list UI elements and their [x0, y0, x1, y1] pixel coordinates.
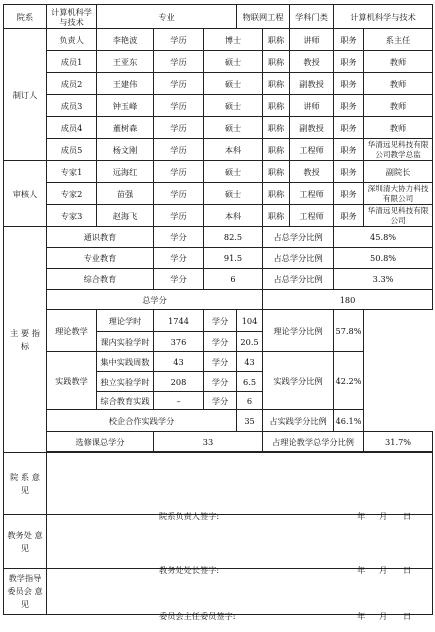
post-cell: 教师	[364, 73, 433, 95]
credit-label: 学分	[154, 227, 204, 248]
day-label: 日	[403, 611, 412, 621]
title-cell: 工程师	[290, 139, 334, 161]
name-cell: 杨文刚	[97, 139, 154, 161]
post-label: 职务	[334, 161, 364, 183]
title-label: 职称	[263, 139, 290, 161]
title-cell: 教授	[290, 161, 334, 183]
post-label: 职务	[334, 183, 364, 205]
role-cell: 专家3	[47, 205, 97, 227]
reviewers-group-label: 审核人	[4, 161, 47, 227]
edu-cell: 博士	[204, 29, 263, 51]
general-ratio: 45.8%	[334, 227, 433, 248]
ratio-label: 占总学分比例	[263, 227, 334, 248]
name-cell: 王建伟	[97, 73, 154, 95]
post-cell: 华清远见科技有限公司教学总监	[364, 139, 433, 161]
practice-label: 实践教学	[47, 352, 97, 410]
day-label: 日	[403, 565, 412, 575]
ratio-label: 占总学分比例	[263, 269, 334, 290]
post-cell: 华清远见科技有限公司	[364, 205, 433, 227]
name-cell: 苗强	[97, 183, 154, 205]
month-label: 月	[379, 511, 388, 521]
role-cell: 专家2	[47, 183, 97, 205]
theory-label: 理论教学	[47, 310, 97, 352]
maker-row	[4, 117, 433, 139]
theory-ratio: 57.8%	[334, 310, 364, 352]
post-cell: 教师	[364, 95, 433, 117]
role-cell: 成员4	[47, 117, 97, 139]
comprehensive-credit: 6	[204, 269, 263, 290]
edu-cell: 本科	[204, 139, 263, 161]
edu-cell: 本科	[204, 205, 263, 227]
committee-opinion-label: 教学指导委员会 意见	[4, 569, 47, 615]
post-label: 职务	[334, 51, 364, 73]
elective-credit: 33	[154, 432, 263, 452]
name-cell: 董树森	[97, 117, 154, 139]
reviewer-row	[4, 183, 433, 205]
academic-affairs-opinion-field[interactable]	[47, 515, 433, 575]
major-education-row	[4, 248, 433, 269]
role-cell: 负责人	[47, 29, 97, 51]
theory-hours-label: 理论学时	[97, 310, 154, 332]
practice-weeks-credit-label: 学分	[204, 352, 237, 372]
post-cell: 教师	[364, 117, 433, 139]
academic-affairs-opinion-label: 教务处 意 见	[4, 515, 47, 569]
comp-practice-credit: 6	[237, 392, 263, 410]
title-label: 职称	[263, 29, 290, 51]
year-label: 年	[357, 511, 366, 521]
comprehensive-ratio: 3.3%	[334, 269, 433, 290]
title-cell: 讲师	[290, 95, 334, 117]
committee-opinion-field[interactable]	[47, 569, 433, 621]
role-cell: 成员2	[47, 73, 97, 95]
lab-hours: 376	[154, 332, 204, 352]
comp-practice-label: 综合教育实践	[97, 392, 154, 410]
edu-label: 学历	[154, 183, 204, 205]
total-credit-row	[4, 290, 433, 310]
month-label: 月	[379, 611, 388, 621]
elective-ratio: 31.7%	[364, 432, 433, 452]
general-education-row	[4, 227, 433, 248]
post-label: 职务	[334, 95, 364, 117]
post-cell: 教师	[364, 51, 433, 73]
total-credit-value: 180	[263, 290, 433, 310]
year-label: 年	[357, 565, 366, 575]
independent-lab-hours: 208	[154, 372, 204, 392]
independent-credit: 6.5	[237, 372, 263, 392]
edu-label: 学历	[154, 117, 204, 139]
lab-credit: 20.5	[237, 332, 263, 352]
general-credit: 82.5	[204, 227, 263, 248]
elective-row	[4, 432, 433, 452]
reviewer-row	[4, 205, 433, 227]
post-label: 职务	[334, 139, 364, 161]
practice-ratio: 42.2%	[334, 352, 364, 410]
practice-weeks-row	[4, 352, 433, 372]
title-cell: 工程师	[290, 205, 334, 227]
post-label: 职务	[334, 73, 364, 95]
theory-hours-row	[4, 310, 433, 332]
committee-sign-label: 委员会主任委员签字:	[159, 611, 236, 621]
post-cell: 副院长	[364, 161, 433, 183]
major-value: 物联网工程	[237, 5, 290, 29]
title-label: 职称	[263, 117, 290, 139]
edu-label: 学历	[154, 95, 204, 117]
program-approval-table	[3, 4, 433, 621]
edu-label: 学历	[154, 205, 204, 227]
coop-ratio: 46.1%	[334, 410, 364, 432]
comprehensive-label: 综合教育	[47, 269, 154, 290]
dept-opinion-row	[4, 453, 433, 515]
coop-practice-row	[4, 410, 433, 432]
elective-label: 选修课总学分	[47, 432, 154, 452]
major-label: 专业教育	[47, 248, 154, 269]
role-cell: 专家1	[47, 161, 97, 183]
dept-label: 院系	[4, 5, 47, 29]
makers-group-label: 制订人	[4, 29, 47, 161]
practice-weeks-credit: 43	[237, 352, 263, 372]
maker-row	[4, 51, 433, 73]
theory-credit-label: 学分	[204, 310, 237, 332]
post-label: 职务	[334, 205, 364, 227]
name-cell: 王亚东	[97, 51, 154, 73]
major-ratio: 50.8%	[334, 248, 433, 269]
committee-opinion-row	[4, 569, 433, 615]
edu-cell: 硕士	[204, 73, 263, 95]
theory-ratio-label: 理论学分比例	[263, 310, 334, 352]
ratio-label: 占总学分比例	[263, 248, 334, 269]
title-cell: 工程师	[290, 183, 334, 205]
year-label: 年	[357, 611, 366, 621]
major-label: 专业	[97, 5, 237, 29]
coop-credit: 35	[237, 410, 263, 432]
theory-credit: 104	[237, 310, 263, 332]
edu-cell: 硕士	[204, 51, 263, 73]
header-row	[4, 5, 433, 29]
dept-opinion-label: 院 系 意 见	[4, 453, 47, 515]
reviewer-row	[4, 161, 433, 183]
edu-cell: 硕士	[204, 183, 263, 205]
title-cell: 教授	[290, 51, 334, 73]
dept-opinion-field[interactable]	[47, 453, 433, 521]
independent-credit-label: 学分	[204, 372, 237, 392]
coop-credit-label: 校企合作实践学分	[47, 410, 237, 432]
name-cell: 赵海飞	[97, 205, 154, 227]
role-cell: 成员3	[47, 95, 97, 117]
name-cell: 远海红	[97, 161, 154, 183]
edu-cell: 硕士	[204, 117, 263, 139]
edu-label: 学历	[154, 51, 204, 73]
edu-cell: 硕士	[204, 95, 263, 117]
practice-ratio-label: 实践学分比例	[263, 352, 334, 410]
title-label: 职称	[263, 161, 290, 183]
category-label: 学科门类	[290, 5, 334, 29]
practice-weeks-label: 集中实践周数	[97, 352, 154, 372]
comprehensive-education-row	[4, 269, 433, 290]
elective-ratio-label: 占理论教学总学分比例	[263, 432, 364, 452]
title-cell: 讲师	[290, 29, 334, 51]
title-cell: 副教授	[290, 117, 334, 139]
lab-hours-label: 课内实验学时	[97, 332, 154, 352]
total-credit-label: 总学分	[47, 290, 263, 310]
post-label: 职务	[334, 117, 364, 139]
category-value: 计算机科学与技术	[334, 5, 433, 29]
role-cell: 成员1	[47, 51, 97, 73]
post-label: 职务	[334, 29, 364, 51]
academic-affairs-sign-label: 教务处处长签字:	[159, 565, 220, 575]
edu-label: 学历	[154, 161, 204, 183]
major-credit: 91.5	[204, 248, 263, 269]
coop-ratio-label: 占实践学分比例	[263, 410, 334, 432]
edu-label: 学历	[154, 29, 204, 51]
name-cell: 李艳波	[97, 29, 154, 51]
credit-label: 学分	[154, 269, 204, 290]
maker-row	[4, 95, 433, 117]
maker-row	[4, 29, 433, 51]
comp-practice-hours: –	[154, 392, 204, 410]
credit-label: 学分	[154, 248, 204, 269]
maker-row	[4, 139, 433, 161]
title-label: 职称	[263, 51, 290, 73]
edu-label: 学历	[154, 73, 204, 95]
edu-label: 学历	[154, 139, 204, 161]
title-cell: 副教授	[290, 73, 334, 95]
role-cell: 成员5	[47, 139, 97, 161]
independent-lab-label: 独立实验学时	[97, 372, 154, 392]
lab-credit-label: 学分	[204, 332, 237, 352]
theory-hours: 1744	[154, 310, 204, 332]
comp-practice-credit-label: 学分	[204, 392, 237, 410]
post-cell: 系主任	[364, 29, 433, 51]
academic-affairs-opinion-row	[4, 515, 433, 569]
title-label: 职称	[263, 95, 290, 117]
dept-value: 计算机科学与技术	[47, 5, 97, 29]
title-label: 职称	[263, 73, 290, 95]
dept-sign-label: 院系负责人签字:	[159, 511, 220, 521]
edu-cell: 硕士	[204, 161, 263, 183]
day-label: 日	[403, 511, 412, 521]
title-label: 职称	[263, 183, 290, 205]
month-label: 月	[379, 565, 388, 575]
general-label: 通识教育	[47, 227, 154, 248]
practice-weeks: 43	[154, 352, 204, 372]
name-cell: 钟玉峰	[97, 95, 154, 117]
indicators-group-label: 主 要 指 标	[4, 227, 47, 453]
maker-row	[4, 73, 433, 95]
post-cell: 深圳清大协力科技有限公司	[364, 183, 433, 205]
title-label: 职称	[263, 205, 290, 227]
